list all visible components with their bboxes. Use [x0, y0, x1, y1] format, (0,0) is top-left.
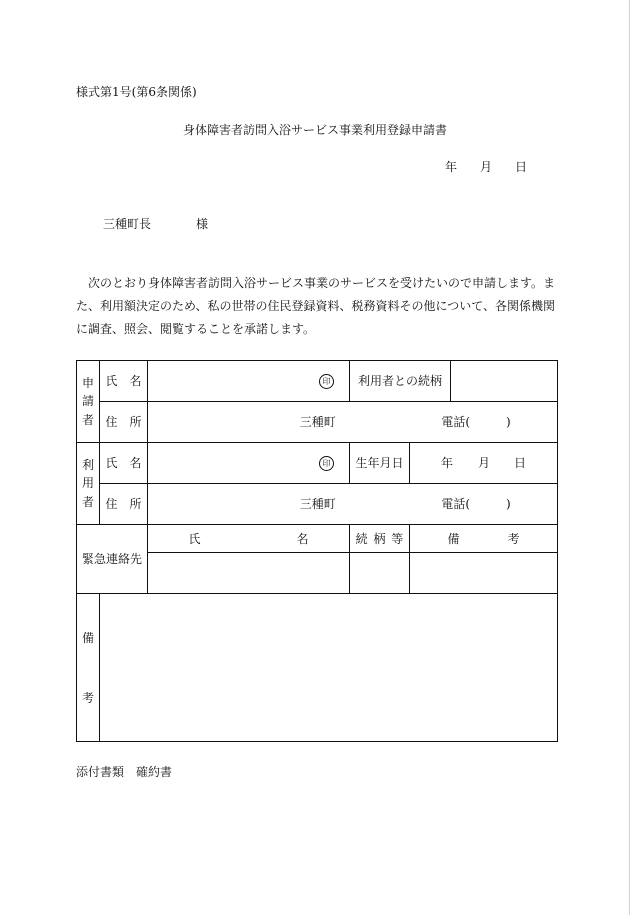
emergency-remarks-field	[410, 553, 558, 594]
birthdate-year-label: 年	[440, 456, 453, 470]
date-month-label: 月	[480, 160, 493, 174]
applicant-address-field	[148, 402, 558, 443]
applicant-phone-label: 電話( )	[441, 415, 511, 429]
emergency-relationship-field	[350, 553, 410, 594]
user-address-row	[77, 484, 558, 525]
user-seal-mark: 印	[319, 456, 334, 471]
applicant-address-prefix: 三種町	[299, 415, 336, 429]
applicant-section-cell	[77, 361, 100, 443]
applicant-address-label: 住 所	[100, 402, 148, 443]
remarks-label-cell	[77, 594, 100, 742]
emergency-relationship-header: 続 柄 等	[350, 525, 410, 553]
applicant-address-row	[77, 402, 558, 443]
remarks-label: 備考	[82, 630, 95, 705]
applicant-section-label: 申請者	[82, 375, 95, 427]
user-address-label: 住 所	[100, 484, 148, 525]
addressee-name: 三種町長	[103, 217, 152, 231]
statement-line: に調査、照会、閲覧することを承諾します。	[76, 322, 316, 336]
emergency-name-header: 氏 名	[148, 525, 350, 553]
user-birthdate-label: 生年月日	[350, 443, 410, 484]
user-birthdate-field	[410, 443, 558, 484]
applicant-name-field	[148, 361, 350, 402]
applicant-relationship-field	[451, 361, 558, 402]
user-section-label: 利用者	[82, 457, 95, 509]
birthdate-day-label: 日	[514, 456, 527, 470]
statement-line: 次のとおり身体障害者訪問入浴サービス事業のサービスを受けたいので申請します。ま	[88, 276, 556, 290]
emergency-entry-row	[77, 553, 558, 594]
attachments-note: 添付書類 確約書	[76, 765, 173, 779]
emergency-header-row	[77, 525, 558, 553]
statement-line: た、利用額決定のため、私の世帯の住民登録資料、税務資料その他について、各関係機関	[76, 299, 556, 313]
user-section-cell	[77, 443, 100, 525]
applicant-name-row	[77, 361, 558, 402]
emergency-remarks-header: 備 考	[410, 525, 558, 553]
user-name-label: 氏 名	[100, 443, 148, 484]
user-phone-label: 電話( )	[441, 497, 511, 511]
applicant-seal-mark: 印	[319, 374, 334, 389]
emergency-contact-label: 緊急連絡先	[77, 525, 148, 594]
user-address-field	[148, 484, 558, 525]
remarks-row	[77, 594, 558, 742]
document-title: 身体障害者訪問入浴サービス事業利用登録申請書	[182, 123, 447, 137]
applicant-name-label: 氏 名	[100, 361, 148, 402]
user-address-prefix: 三種町	[299, 497, 336, 511]
applicant-relationship-label: 利用者との続柄	[350, 361, 451, 402]
date-line	[445, 159, 527, 175]
addressee	[103, 216, 208, 232]
application-form-table	[76, 360, 558, 742]
statement-paragraph	[76, 272, 556, 341]
remarks-field	[100, 594, 558, 742]
addressee-honorific: 様	[196, 217, 209, 231]
user-name-row	[77, 443, 558, 484]
user-name-field	[148, 443, 350, 484]
date-year-label: 年	[445, 160, 458, 174]
birthdate-month-label: 月	[478, 456, 491, 470]
date-day-label: 日	[515, 160, 528, 174]
form-number: 様式第1号(第6条関係)	[76, 85, 197, 99]
emergency-name-field	[148, 553, 350, 594]
